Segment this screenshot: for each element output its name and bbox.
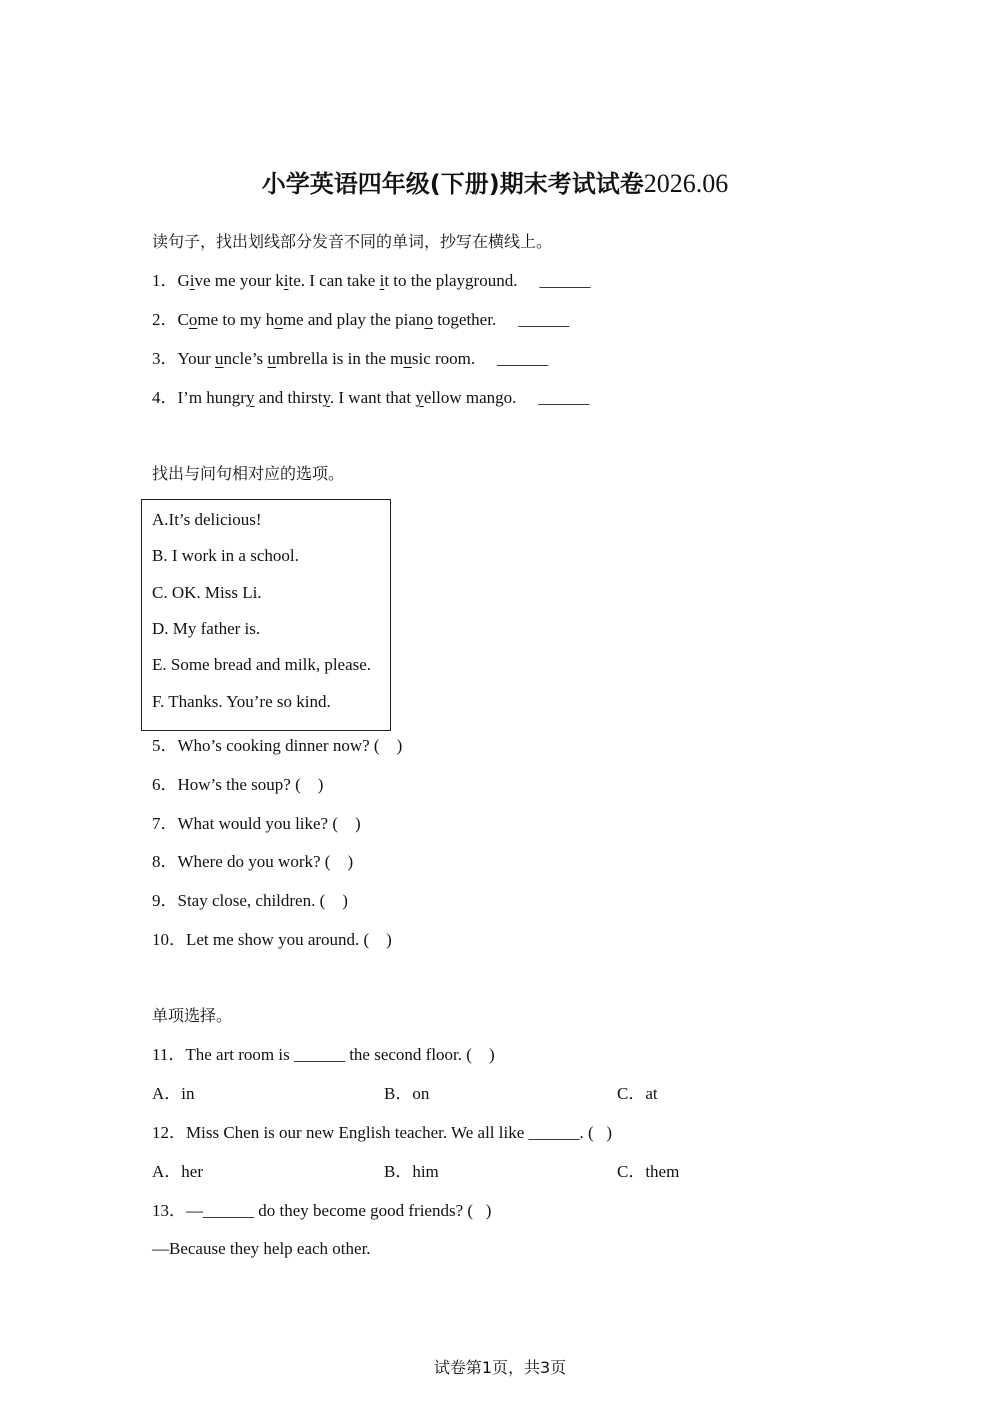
title-chinese: 小学英语四年级(下册)期末考试试卷 (261, 170, 644, 198)
answer-blank[interactable]: ______ (538, 388, 590, 407)
q12-choice-a[interactable]: A．her (152, 1162, 203, 1181)
section3-heading: 单项选择。 (152, 1006, 233, 1025)
title-date: 2026.06 (643, 169, 729, 198)
question-11: 11．The art room is ______ the second floor. ( ) (152, 1045, 495, 1064)
question-6: 6．How’s the soup? ( ) (152, 775, 324, 794)
question-10: 10．Let me show you around. ( ) (152, 930, 392, 949)
q11-choice-b[interactable]: B．on (384, 1084, 430, 1103)
question-5: 5．Who’s cooking dinner now? ( ) (152, 736, 403, 755)
question-7: 7．What would you like? ( ) (152, 814, 361, 833)
question-13: 13．—______ do they become good friends? ( ) (152, 1201, 492, 1220)
page-footer: 试卷第1页，共3页 (433, 1358, 567, 1377)
answer-blank[interactable]: ______ (539, 271, 591, 290)
question-12: 12．Miss Chen is our new English teacher. We all like ______. ( ) (152, 1123, 613, 1142)
option-a: A.It’s delicious! (152, 510, 262, 529)
option-c: C. OK. Miss Li. (152, 583, 262, 602)
section1-heading: 读句子，找出划线部分发音不同的单词，抄写在横线上。 (152, 232, 553, 251)
option-d: D. My father is. (152, 619, 261, 638)
q11-choice-a[interactable]: A．in (152, 1084, 195, 1103)
q13-answer-line: —Because they help each other. (152, 1239, 371, 1258)
section2-heading: 找出与问句相对应的选项。 (152, 464, 345, 483)
answer-blank[interactable]: ______ (497, 349, 549, 368)
question-4: 4．I’m hungry and thirsty. I want that yellow mango. ______ (152, 386, 589, 410)
answer-blank[interactable]: ______ (518, 310, 570, 329)
question-3: 3．Your uncle’s umbrella is in the music room. ______ (152, 347, 548, 371)
option-f: F. Thanks. You’re so kind. (152, 692, 331, 711)
question-9: 9．Stay close, children. ( ) (152, 891, 348, 910)
option-b: B. I work in a school. (152, 546, 299, 565)
question-8: 8．Where do you work? ( ) (152, 852, 354, 871)
q12-choice-b[interactable]: B．him (384, 1162, 439, 1181)
option-e: E. Some bread and milk, please. (152, 655, 372, 674)
q11-choice-c[interactable]: C．at (617, 1084, 658, 1103)
question-1: 1．Give me your kite. I can take it to the playground. ______ (152, 269, 590, 293)
page-title (0, 166, 990, 203)
question-2: 2．Come to my home and play the piano together. ______ (152, 308, 569, 332)
q12-choice-c[interactable]: C．them (617, 1162, 680, 1181)
